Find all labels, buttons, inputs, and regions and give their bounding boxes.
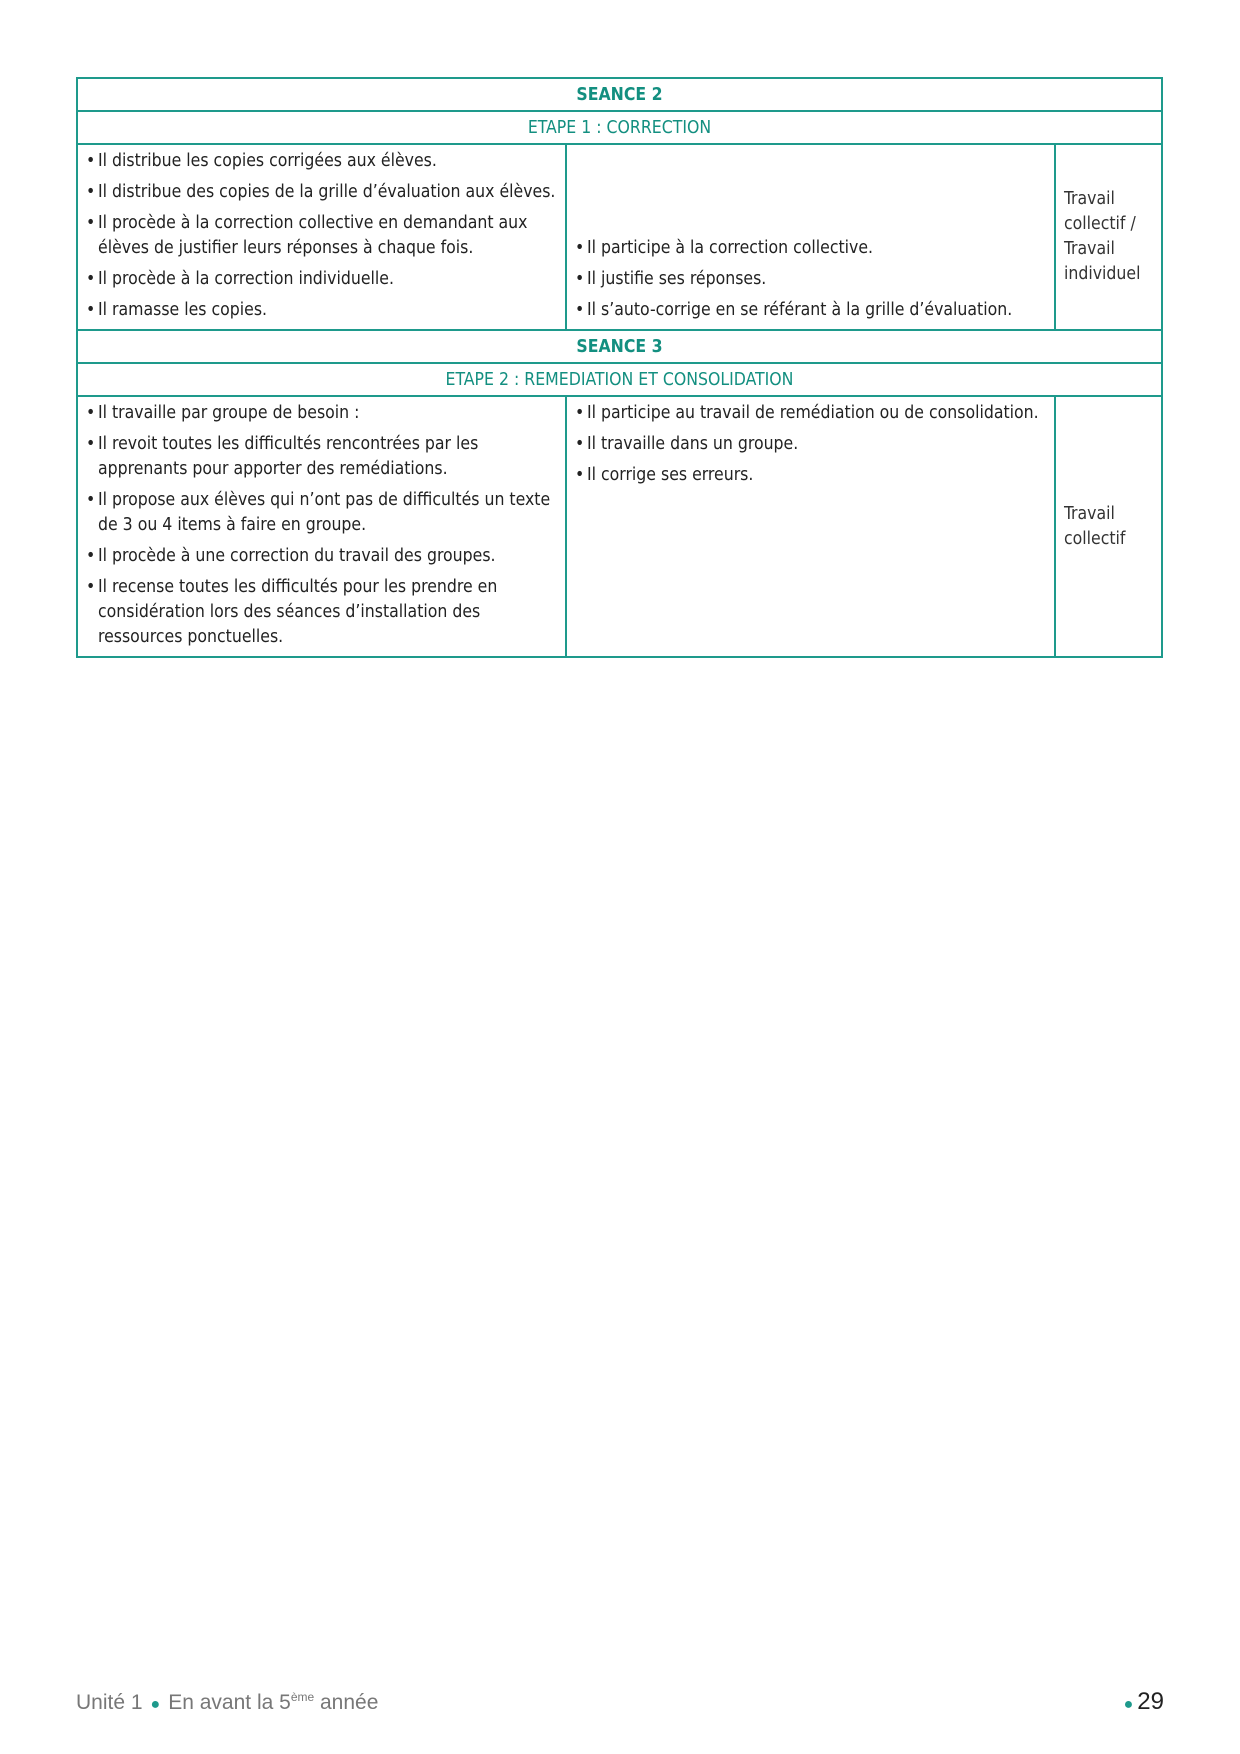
list-item: • Il procède à la correction collective en demandant aux élèves de justifier leurs réponses à chaque fois. — [86, 211, 559, 261]
list-item: • Il propose aux élèves qui n’ont pas de difficultés un texte de 3 ou 4 items à faire en groupe. — [86, 488, 559, 538]
list-item: • Il ramasse les copies. — [86, 298, 559, 323]
list-item: • Il corrige ses erreurs. — [575, 463, 1048, 488]
list-item: • Il recense toutes les difficultés pour les prendre en considération lors des séances d’installation des ressources ponctuelles. — [86, 575, 559, 650]
seance-3-student-activities — [566, 396, 1055, 657]
list-item: • Il procède à la correction individuelle. — [86, 267, 559, 292]
seance-3-teacher-activities — [77, 396, 566, 657]
unit-label: Unité 1 — [76, 1691, 143, 1714]
book-title: En avant la 5 — [168, 1691, 291, 1714]
list-item: • Il travaille dans un groupe. — [575, 432, 1048, 457]
list-item: • Il participe à la correction collective. — [575, 236, 1048, 261]
list-item: • Il justifie ses réponses. — [575, 267, 1048, 292]
list-item: • Il revoit toutes les difficultés rencontrées par les apprenants pour apporter des remédiations. — [86, 432, 559, 482]
list-item: • Il distribue des copies de la grille d’évaluation aux élèves. — [86, 180, 559, 205]
bullet-icon: ● — [1123, 1696, 1134, 1713]
book-title-end: année — [314, 1691, 379, 1714]
footer-running-title — [76, 1690, 378, 1715]
list-item: • Il travaille par groupe de besoin : — [86, 401, 559, 426]
ordinal-suffix: ème — [290, 1690, 315, 1704]
seance-2-teacher-activities — [77, 144, 566, 330]
page-number-value: 29 — [1137, 1688, 1164, 1715]
list-item: • Il s’auto-corrige en se référant à la grille d’évaluation. — [575, 298, 1048, 323]
list-item: • Il procède à une correction du travail des groupes. — [86, 544, 559, 569]
seance-2-title: SEANCE 2 — [77, 78, 1162, 111]
list-item: • Il participe au travail de remédiation ou de consolidation. — [575, 401, 1048, 426]
list-item: • Il distribue les copies corrigées aux élèves. — [86, 149, 559, 174]
lesson-table — [76, 77, 1163, 658]
page-number — [1124, 1688, 1164, 1716]
seance-2-student-activities — [566, 144, 1055, 330]
etape-1-title: ETAPE 1 : CORRECTION — [77, 111, 1162, 144]
seance-3-title: SEANCE 3 — [77, 330, 1162, 363]
seance-3-work-mode: Travail collectif — [1055, 396, 1162, 657]
etape-2-title: ETAPE 2 : REMEDIATION ET CONSOLIDATION — [77, 363, 1162, 396]
seance-2-work-mode: Travail collectif / Travail individuel — [1055, 144, 1162, 330]
bullet-icon: ● — [150, 1696, 161, 1713]
